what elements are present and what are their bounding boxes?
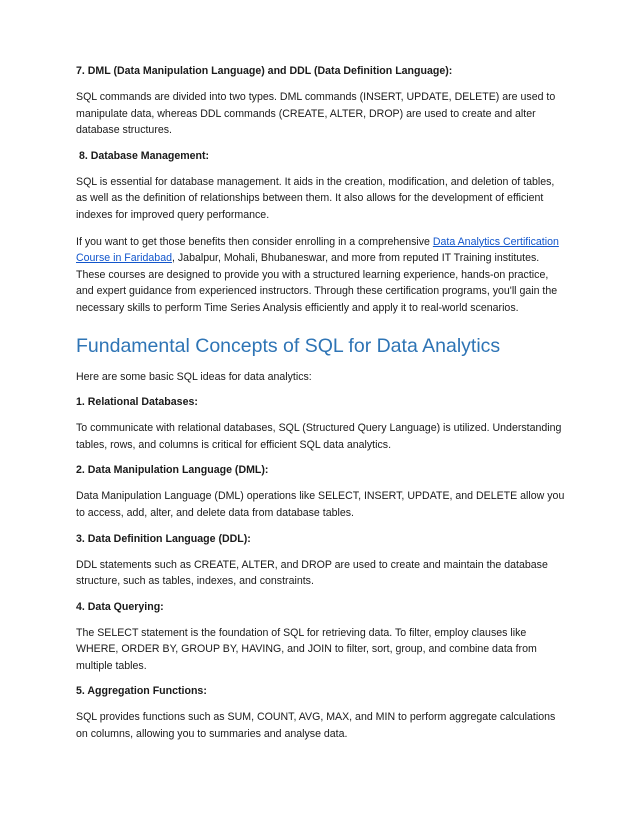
section-heading-database-management: 8. Database Management: [76, 149, 210, 162]
concept-heading-data-querying: 4. Data Querying: [76, 600, 164, 613]
main-heading: Fundamental Concepts of SQL for Data Analytics [76, 334, 501, 357]
document-page [76, 64, 566, 753]
promo-text-after: , Jabalpur, Mohali, Bhubaneswar, and more from reputed IT Training institutes. These courses are designed to provide you with a structured learning experience, hands-on practice, and expert guidance from experienced instructors. Through these certification programs, you'll gain the necessary skills to perform Time Series Analysis efficiently and apply it to real-world scenarios. [76, 252, 558, 314]
concept-body-data-querying: The SELECT statement is the foundation of SQL for retrieving data. To filter, employ clauses like WHERE, ORDER BY, GROUP BY, HAVING, and JOIN to filter, sort, group, and combine data from multiple tables. [76, 626, 537, 672]
certification-course-link[interactable]: Data Analytics Certification Course in Faridabad [76, 235, 559, 265]
section-body-database-management: SQL is essential for database management. It aids in the creation, modification, and deletion of tables, as well as the definition of relationships between them. It also allows for the development of efficient indexes for improved query performance. [76, 175, 555, 221]
promo-paragraph [76, 234, 566, 317]
concept-heading-dml: 2. Data Manipulation Language (DML): [76, 464, 269, 477]
concept-heading-aggregation-functions: 5. Aggregation Functions: [76, 685, 207, 698]
concept-body-ddl: DDL statements such as CREATE, ALTER, and DROP are used to create and maintain the database structure, such as tables, indexes, and constraints. [76, 558, 548, 588]
concept-body-relational-databases: To communicate with relational databases, SQL (Structured Query Language) is utilized. Understanding tables, rows, and columns is critical for efficient SQL data analytics. [76, 422, 562, 451]
concept-heading-relational-databases: 1. Relational Databases: [76, 396, 198, 409]
section-body-dml-ddl: SQL commands are divided into two types. DML commands (INSERT, UPDATE, DELETE) are used to manipulate data, whereas DDL commands (CREATE, ALTER, DROP) are used to create and alter database structures. [76, 91, 556, 137]
concept-heading-ddl: 3. Data Definition Language (DDL): [76, 532, 251, 545]
concept-body-dml: Data Manipulation Language (DML) operations like SELECT, INSERT, UPDATE, and DELETE allow you to access, add, alter, and delete data from database tables. [76, 490, 565, 519]
promo-text-before: If you want to get those benefits then consider enrolling in a comprehensive [76, 235, 433, 248]
concept-body-aggregation-functions: SQL provides functions such as SUM, COUNT, AVG, MAX, and MIN to perform aggregate calculations on columns, allowing you to summaries and analyse data. [76, 711, 556, 741]
intro-text: Here are some basic SQL ideas for data analytics: [76, 370, 312, 383]
section-heading-dml-ddl: 7. DML (Data Manipulation Language) and DDL (Data Definition Language): [76, 65, 453, 77]
